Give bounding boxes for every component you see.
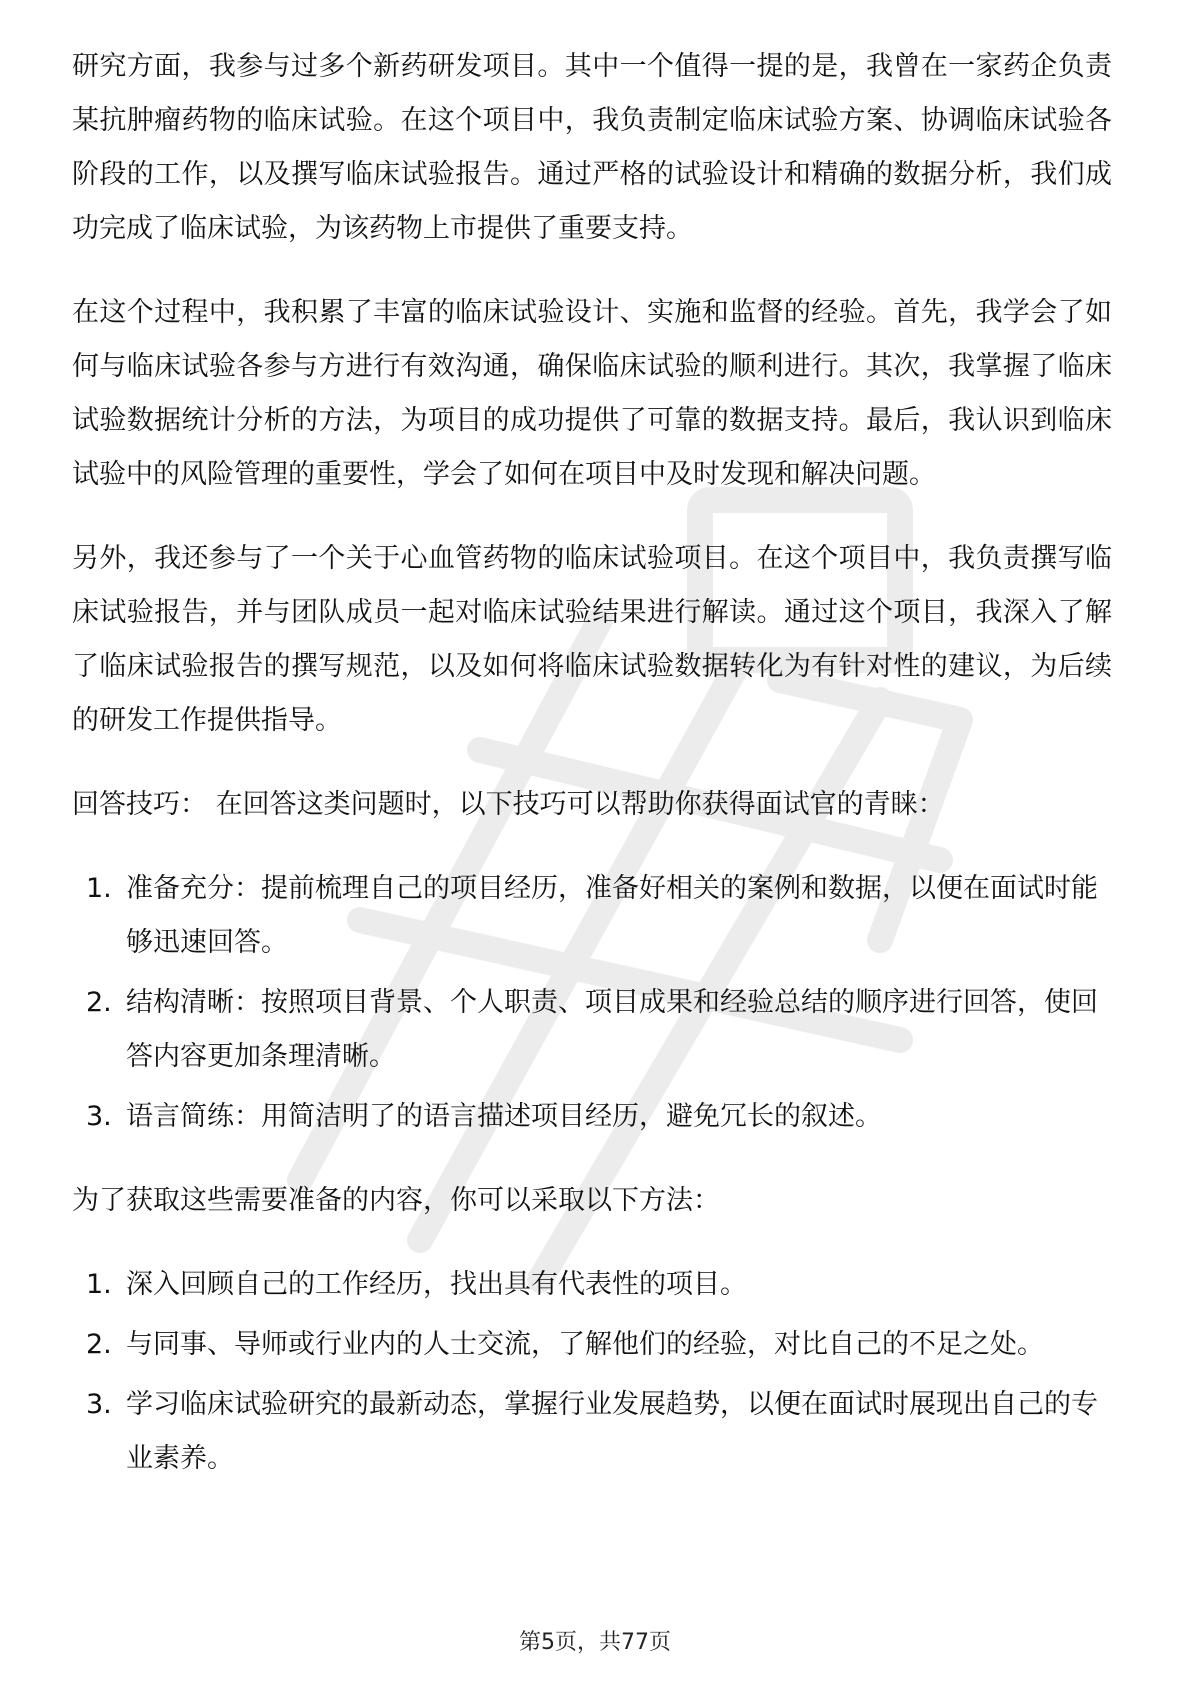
list-item-text: 准备充分：提前梳理自己的项目经历，准备好相关的案例和数据，以便在面试时能够迅速回答。 [126,873,1098,958]
list-item-text: 语言简练：用简洁明了的语言描述项目经历，避免冗长的叙述。 [126,1101,882,1132]
list-number: 3. [86,1101,112,1132]
list-item [72,1318,1112,1372]
tips-intro: 回答技巧： 在回答这类问题时，以下技巧可以帮助你获得面试官的青睐： [72,789,945,820]
page-footer: 第5页，共77页 [519,1630,671,1655]
list-item [72,1258,1112,1312]
paragraph-cardio: 另外，我还参与了一个关于心血管药物的临床试验项目。在这个项目中，我负责撰写临床试验报告，并与团队成员一起对临床试验结果进行解读。通过这个项目，我深入了解了临床试验报告的撰写规范，以及如何将临床试验数据转化为有针对性的建议，为后续的研发工作提供指导。 [72,543,1112,736]
document-body [72,40,1112,1516]
list-item-text: 结构清晰：按照项目背景、个人职责、项目成果和经验总结的顺序进行回答，使回答内容更加条理清晰。 [126,987,1098,1072]
list-number: 2. [86,987,112,1018]
methods-intro: 为了获取这些需要准备的内容，你可以采取以下方法： [72,1185,720,1216]
list-item [72,976,1112,1084]
tips-list [72,862,1112,1144]
paragraph-experience: 在这个过程中，我积累了丰富的临床试验设计、实施和监督的经验。首先，我学会了如何与临床试验各参与方进行有效沟通，确保临床试验的顺利进行。其次，我掌握了临床试验数据统计分析的方法，为项目的成功提供了可靠的数据支持。最后，我认识到临床试验中的风险管理的重要性，学会了如何在项目中及时发现和解决问题。 [72,297,1112,490]
list-item-text: 学习临床试验研究的最新动态，掌握行业发展趋势，以便在面试时展现出自己的专业素养。 [126,1389,1098,1474]
list-number: 1. [86,1269,112,1300]
list-number: 3. [86,1389,112,1420]
paragraph-research: 研究方面，我参与过多个新药研发项目。其中一个值得一提的是，我曾在一家药企负责某抗肿瘤药物的临床试验。在这个项目中，我负责制定临床试验方案、协调临床试验各阶段的工作，以及撰写临床试验报告。通过严格的试验设计和精确的数据分析，我们成功完成了临床试验，为该药物上市提供了重要支持。 [72,51,1112,244]
list-number: 2. [86,1329,112,1360]
list-item-text: 与同事、导师或行业内的人士交流，了解他们的经验，对比自己的不足之处。 [126,1329,1044,1360]
methods-list [72,1258,1112,1486]
list-item [72,1378,1112,1486]
list-item [72,862,1112,970]
list-item-text: 深入回顾自己的工作经历，找出具有代表性的项目。 [126,1269,747,1300]
list-number: 1. [86,873,112,904]
list-item [72,1090,1112,1144]
